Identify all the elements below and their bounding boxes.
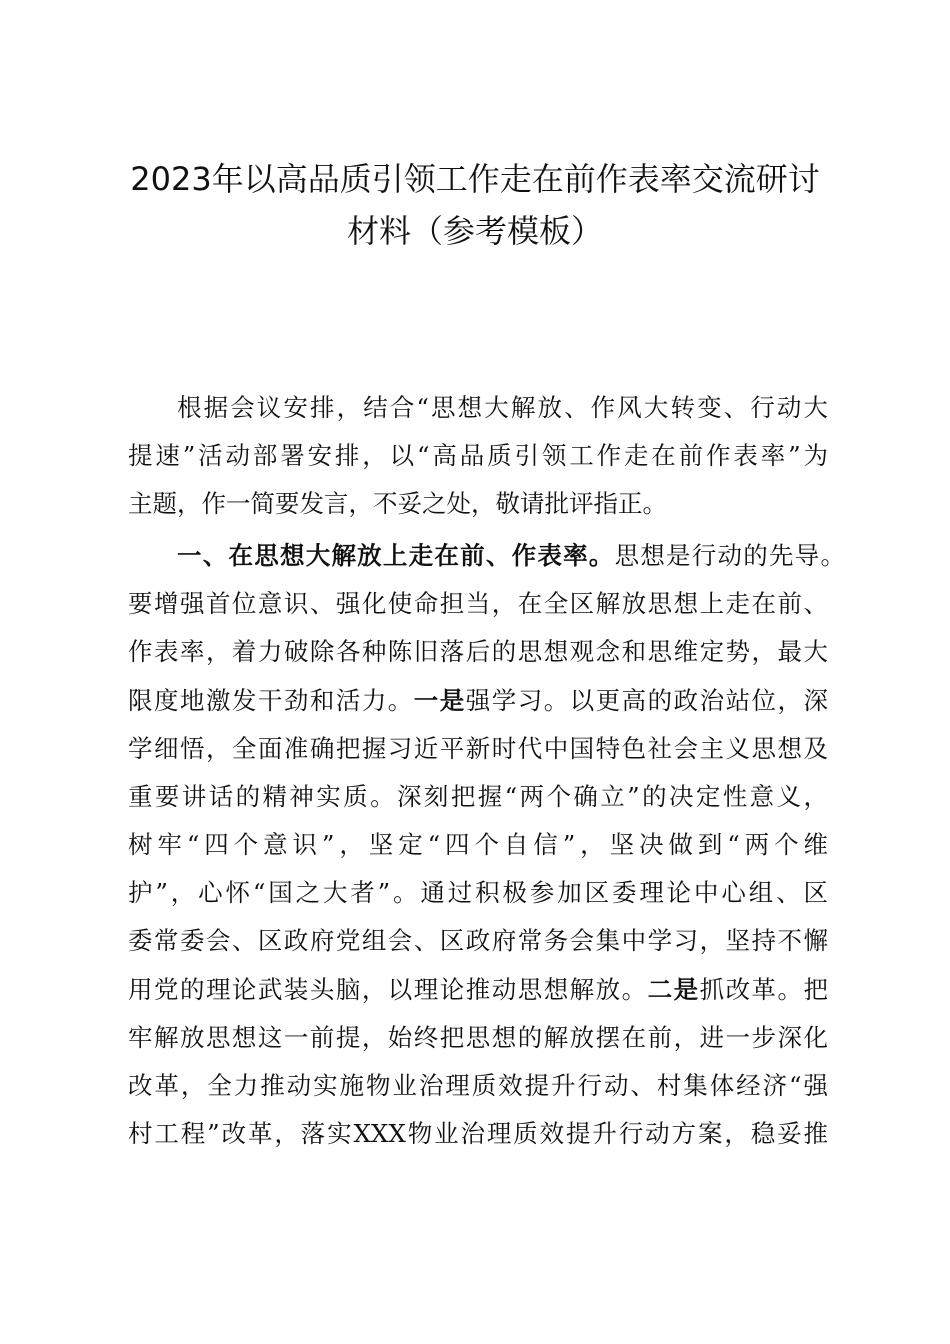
paragraph-2-line-8: 护”，心怀“国之大者”。通过积极参加区委理论中心组、区	[128, 878, 828, 907]
paragraph-2-line-2: 要增强首位意识、强化使命担当，在全区解放思想上走在前、	[128, 589, 828, 618]
paragraph-2-line-12: 改革，全力推动实施物业治理质效提升行动、村集体经济“强	[128, 1071, 828, 1100]
paragraph-2-line-4-post: 强学习。以更高的政治站位，深	[465, 686, 829, 715]
paragraph-2-line-4-pre: 限度地激发干劲和活力。	[128, 686, 414, 715]
paragraph-2-line-10	[128, 975, 828, 1005]
paragraph-1-line-3: 主题，作一简要发言，不妥之处，敬请批评指正。	[128, 489, 667, 518]
paragraph-2-line-5: 学细悟，全面准确把握习近平新时代中国特色社会主义思想及	[128, 734, 828, 763]
paragraph-1-line-2: 提速”活动部署安排，以“高品质引领工作走在前作表率”为	[128, 441, 828, 470]
paragraph-2-line-7: 树牢“四个意识”，坚定“四个自信”，坚决做到“两个维	[128, 830, 828, 859]
paragraph-2-line-9: 委常委会、区政府党组会、区政府常务会集中学习，坚持不懈	[128, 926, 828, 955]
point-label-2: 二是	[647, 975, 700, 1004]
paragraph-2-line-1-text: 思想是行动的先导。	[614, 541, 845, 570]
paragraph-1-line-1: 根据会议安排，结合“思想大解放、作风大转变、行动大	[177, 393, 828, 422]
document-title-line-2: 材料（参考模板）	[346, 212, 603, 250]
paragraph-2-line-4	[128, 686, 828, 716]
paragraph-2-line-6: 重要讲话的精神实质。深刻把握“两个确立”的决定性意义，	[128, 782, 828, 811]
paragraph-2-line-3: 作表率，着力破除各种陈旧落后的思想观念和思维定势，最大	[128, 637, 828, 666]
paragraph-2-line-11: 牢解放思想这一前提，始终把思想的解放摆在前，进一步深化	[128, 1023, 828, 1052]
point-label-1: 一是	[413, 686, 466, 715]
paragraph-2-line-13: 村工程”改革，落实XXX物业治理质效提升行动方案，稳妥推	[128, 1119, 828, 1148]
paragraph-2-line-10-post: 抓改革。把	[699, 975, 829, 1004]
paragraph-2-line-1	[177, 541, 845, 571]
document-title-line-1: 2023年以高品质引领工作走在前作表率交流研讨	[130, 160, 820, 198]
section-heading-1: 一、在思想大解放上走在前、作表率。	[177, 541, 615, 570]
paragraph-2-line-10-pre: 用党的理论武装头脑，以理论推动思想解放。	[128, 975, 648, 1004]
